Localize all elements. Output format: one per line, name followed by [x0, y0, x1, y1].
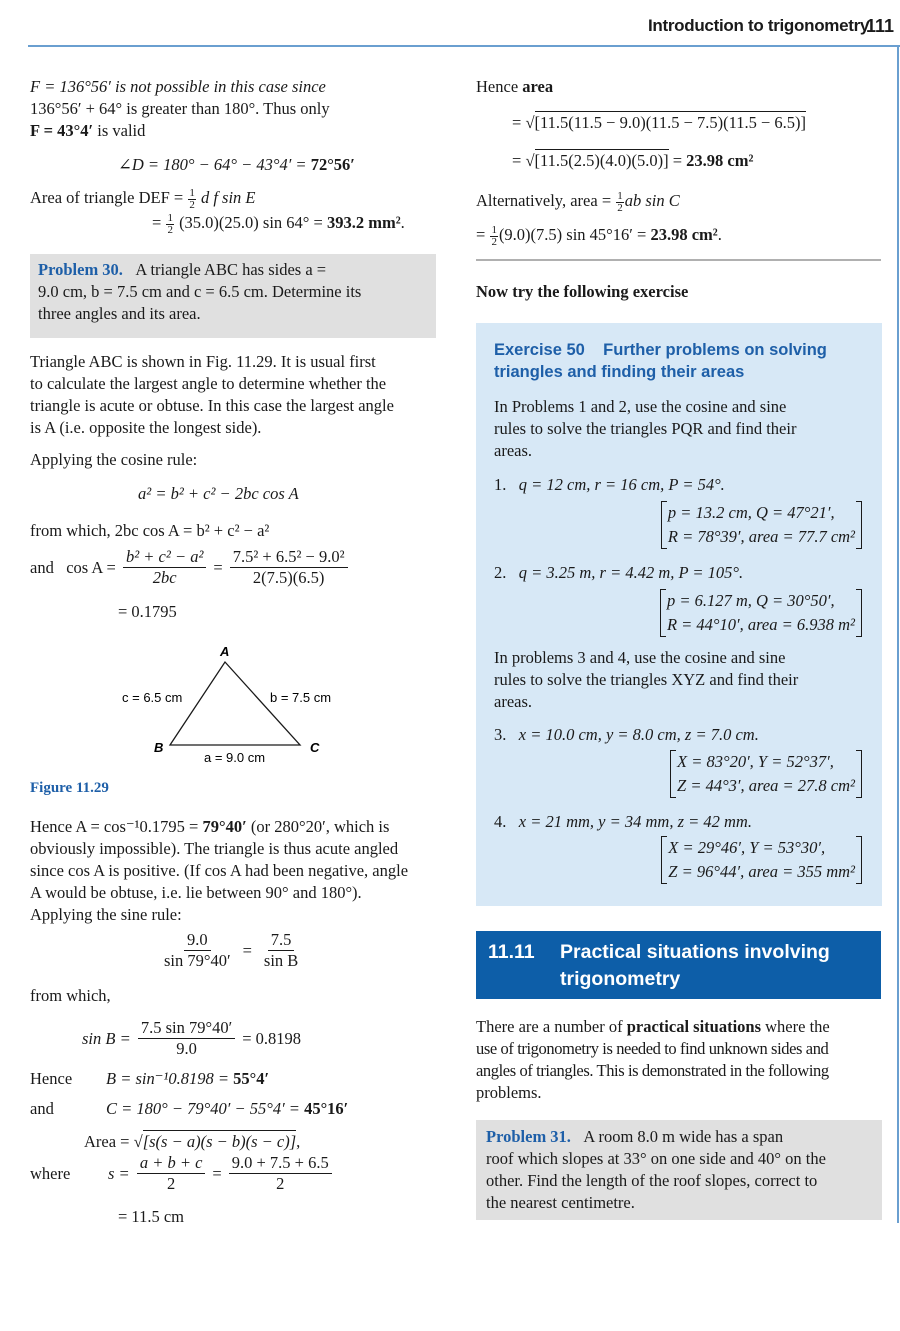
cosine-rule-equation: a² = b² + c² − 2bc cos A [138, 484, 299, 503]
vertex-label-b: B [154, 740, 164, 755]
text-line: angles of triangles. This is demonstrated in the following [476, 1061, 829, 1080]
now-try-heading: Now try the following exercise [476, 282, 689, 301]
exercise-50-box [476, 323, 882, 906]
from-which-cosine: from which, 2bc cos A = b² + c² − a² [30, 521, 270, 540]
from-which-sine: from which, [30, 986, 111, 1005]
exercise-question-3: 3. x = 10.0 cm, y = 8.0 cm, z = 7.0 cm. [494, 725, 759, 744]
vertex-label-a: A [220, 644, 230, 659]
problem-30-line: three angles and its area. [38, 304, 201, 323]
figure-caption: Figure 11.29 [30, 780, 109, 796]
answer-bracket-3: X = 83°20′, Y = 52°37′, Z = 44°3′, area = 27.8 cm² [670, 750, 862, 798]
sin-b-fraction: $\frac{7.5 \sin 79^\circ 40'}{9.0}$ [138, 1018, 235, 1059]
problem-31-box [476, 1120, 882, 1220]
sin-b-equation: sin B = $\frac{7.5 \sin 79^\circ 40'}{9.0}$ = 0.8198 [82, 1018, 301, 1058]
triangle-figure [110, 640, 350, 770]
text-line: triangle is acute or obtuse. In this case the largest angle [30, 396, 394, 415]
problem-31-line: the nearest centimetre. [486, 1193, 635, 1212]
divider [476, 259, 881, 261]
text-line: is A (i.e. opposite the longest side). [30, 418, 262, 437]
header-rule [28, 45, 900, 47]
problem-31-line: Problem 31. A room 8.0 m wide has a span [486, 1127, 784, 1146]
sine-rule-equation: $\frac{9.0}{\sin 79^\circ 40'}$ = $\frac{7.5}{\text{sin B}}$ [158, 930, 304, 971]
exercise-question-1: 1. q = 12 cm, r = 16 cm, P = 54°. [494, 475, 725, 494]
exercise-title-line: Exercise 50 Further problems on solving [494, 341, 827, 359]
exercise-50-title [494, 339, 827, 383]
problem-30-label: Problem 30. [38, 260, 123, 279]
text-line: In Problems 1 and 2, use the cosine and sine [494, 397, 787, 416]
section-11-11-heading [476, 931, 881, 999]
section-title-line: Practical situations involving [560, 941, 830, 963]
area-calc-line1: = √[11.5(11.5 − 9.0)(11.5 − 7.5)(11.5 − 6.5)] [512, 113, 807, 132]
where-s-equation: where s = $\frac{a + b + c}{2}$ = $\frac{9.0 + 7.5 + 6.5}{2}$ [30, 1153, 335, 1194]
text-line: areas. [494, 692, 533, 711]
exercise-intro-1 [494, 396, 864, 462]
text-line: problems. [476, 1083, 542, 1102]
text-line: In problems 3 and 4, use the cosine and sine [494, 648, 786, 667]
hence-area-label: Hence area [476, 77, 554, 96]
heron-area-formula: Area = √[s(s − a)(s − b)(s − c)], [84, 1132, 301, 1151]
text-line: A would be obtuse, i.e. lie between 90° and 180°). [30, 883, 362, 902]
s-symbolic-fraction: $\frac{a + b + c}{2}$ [137, 1153, 206, 1194]
cos-a-symbolic-fraction: $\frac{\text{b² + c² − a²}}{2bc}$ [123, 547, 206, 588]
problem-31-label: Problem 31. [486, 1127, 571, 1146]
half-fraction: $\frac{1}{2}$ [189, 186, 195, 211]
side-label-b: b = 7.5 cm [270, 690, 332, 705]
page-number: 111 [866, 16, 895, 36]
text-line: obviously impossible). The triangle is thus acute angled [30, 839, 399, 858]
text-line: Applying the sine rule: [30, 905, 182, 924]
paragraph-largest-angle [30, 351, 438, 439]
exercise-question-2: 2. q = 3.25 m, r = 4.42 m, P = 105°. [494, 563, 744, 582]
cos-a-numeric-fraction: $\frac{\text{7.5² + 6.5² − 9.0²}}{2(7.5)(6.5)}$ [230, 547, 348, 588]
running-header-title: Introduction to trigonometry [648, 16, 870, 35]
exercise-question-4: 4. x = 21 mm, y = 34 mm, z = 42 mm. [494, 812, 752, 831]
sine-rule-fraction-right: $\frac{7.5}{\text{sin B}}$ [263, 930, 299, 970]
area-calc-line2: = √[11.5(2.5)(4.0)(5.0)] = 23.98 cm² [512, 151, 754, 170]
intro-paragraph [30, 76, 450, 142]
s-numeric-fraction: $\frac{9.0 + 7.5 + 6.5}{2}$ [229, 1153, 332, 1194]
half-fraction: $\frac{1}{2}$ [491, 223, 497, 248]
problem-30-line: 9.0 cm, b = 7.5 cm and c = 6.5 cm. Determine its [38, 282, 362, 301]
side-label-a: a = 9.0 cm [204, 750, 266, 765]
and-c-line: and C = 180° − 79°40′ − 55°4′ = 45°16′ [30, 1099, 349, 1118]
angle-d-equation: ∠D = 180° − 64° − 43°4′ = 72°56′ [118, 155, 355, 174]
s-value: = 11.5 cm [118, 1207, 184, 1226]
paragraph-angle-a [30, 816, 442, 926]
text-line: use of trigonometry is needed to find unknown sides and [476, 1039, 829, 1058]
problem-30-line: Problem 30. A triangle ABC has sides a = [38, 260, 327, 279]
alternative-area-line1: Alternatively, area = $\frac{1}{2}$ ab sin C [476, 189, 680, 214]
text-line: rules to solve the triangles PQR and find their [494, 419, 797, 438]
cos-a-value: = 0.1795 [118, 602, 177, 621]
text-line: to calculate the largest angle to determine whether the [30, 374, 387, 393]
exercise-intro-2 [494, 647, 864, 713]
text-line: Hence A = cos⁻¹0.1795 = 79°40′ (or 280°20′, which is [30, 817, 390, 836]
cos-a-equation: and cos A = $\frac{\text{b² + c² − a²}}{2bc}$ = $\frac{\text{7.5² + 6.5² − 9.0²}}{2(7.5)(6.5)}$ [30, 547, 351, 588]
half-fraction: $\frac{1}{2}$ [617, 189, 623, 214]
alternative-area-line2: = $\frac{1}{2}$ (9.0)(7.5) sin 45°16′ = 23.98 cm². [476, 223, 722, 248]
intro-line: 136°56′ + 64° is greater than 180°. Thus only [30, 99, 330, 118]
right-margin-rule [897, 45, 899, 1223]
half-fraction: $\frac{1}{2}$ [167, 211, 173, 236]
vertex-label-c: C [310, 740, 320, 755]
text-line: There are a number of practical situations where the [476, 1017, 830, 1036]
text-line: areas. [494, 441, 533, 460]
text-line: since cos A is positive. (If cos A had been negative, angle [30, 861, 409, 880]
area-def-line1: Area of triangle DEF = $\frac{1}{2}$ d f sin E [30, 186, 256, 211]
practical-situations-paragraph [476, 1016, 884, 1104]
intro-line: F = 136°56′ is not possible in this case since [30, 77, 326, 96]
side-label-c: c = 6.5 cm [122, 690, 183, 705]
area-def-line2: = $\frac{1}{2}$ (35.0)(25.0) sin 64° = 393.2 mm². [152, 211, 405, 236]
section-title-line: trigonometry [560, 968, 681, 990]
problem-31-line: roof which slopes at 33° on one side and 40° on the [486, 1149, 826, 1168]
answer-bracket-4: X = 29°46′, Y = 53°30′, Z = 96°44′, area = 355 mm² [661, 836, 862, 884]
hence-b-line: Hence B = sin⁻¹0.8198 = 55°4′ [30, 1069, 270, 1088]
answer-bracket-2: p = 6.127 m, Q = 30°50′, R = 44°10′, area = 6.938 m² [660, 589, 862, 637]
text-line: Triangle ABC is shown in Fig. 11.29. It is usual first [30, 352, 376, 371]
problem-31-line: other. Find the length of the roof slopes, correct to [486, 1171, 818, 1190]
exercise-title-line: triangles and finding their areas [494, 363, 745, 381]
text-line: rules to solve the triangles XYZ and find their [494, 670, 799, 689]
problem-30-box [30, 254, 436, 338]
section-number: 11.11 [488, 941, 535, 963]
intro-line: F = 43°4′ is valid [30, 121, 146, 140]
cosine-rule-label: Applying the cosine rule: [30, 450, 198, 469]
sine-rule-fraction-left: $\frac{9.0}{\sin 79^\circ 40'}$ [164, 930, 231, 970]
answer-bracket-1: p = 13.2 cm, Q = 47°21′, R = 78°39′, area = 77.7 cm² [661, 501, 862, 549]
